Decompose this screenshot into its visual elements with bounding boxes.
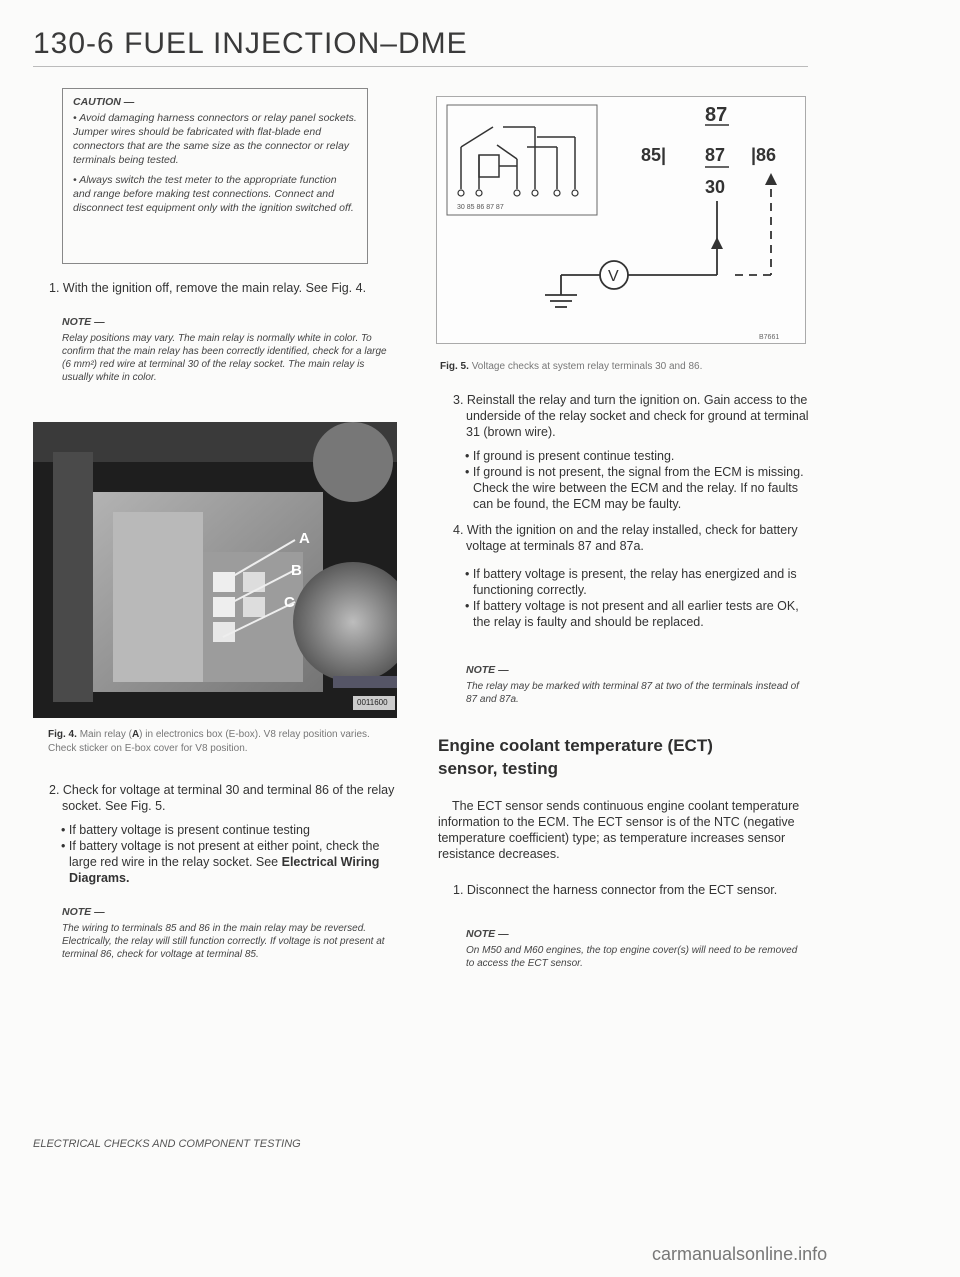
step-1: 1. With the ignition off, remove the main relay. See Fig. 4. <box>49 281 367 295</box>
note-2-text: The wiring to terminals 85 and 86 in the main relay may be reversed. Electrically, the relay will still function correctly. If voltage is not present at terminal 86, check for voltage at terminal 85. <box>62 923 385 960</box>
fig-5-caption-text: Voltage checks at system relay terminals 30 and 86. <box>471 361 703 372</box>
left-step1-block <box>44 280 400 296</box>
fig-4-label: Fig. 4. <box>48 729 77 740</box>
fig-4-caption-bold: A <box>131 729 140 740</box>
relay-diagram <box>436 96 806 344</box>
caution-box <box>62 88 368 264</box>
header-rule <box>33 66 808 67</box>
diagram-id: B7661 <box>759 334 780 341</box>
page-title: 130-6 FUEL INJECTION–DME <box>33 27 468 60</box>
note-4-text: On M50 and M60 engines, the top engine cover(s) will need to be removed to access the ECT sensor. <box>466 945 798 969</box>
step-2-bullet-a: • If battery voltage is present continue testing <box>61 823 310 837</box>
fig-4-caption <box>48 728 388 756</box>
note-1-block <box>62 316 392 384</box>
photo-label-b: B <box>291 562 302 579</box>
right-steps-block <box>448 392 810 630</box>
photo-label-c: C <box>284 594 295 611</box>
fig-4-caption-a: Main relay ( <box>79 729 132 740</box>
diagram-label-87-top: 87 <box>705 104 728 126</box>
note-2-title: NOTE — <box>62 906 105 918</box>
photo-ebox <box>33 422 397 718</box>
left-step2-block <box>44 782 402 886</box>
fig-5-caption <box>440 360 806 374</box>
note-4-block <box>466 928 806 970</box>
watermark: carmanualsonline.info <box>652 1244 828 1264</box>
ect-paragraph: The ECT sensor sends continuous engine coolant temperature information to the ECM. The ECT sensor is of the NTC (negative temperature coefficient) type; as temperature increases sensor resistance decreases. <box>438 799 800 861</box>
step-2: 2. Check for voltage at terminal 30 and terminal 86 of the relay socket. See Fig. 5. <box>49 783 395 813</box>
relay-diagram-drawing <box>437 97 807 345</box>
ect-step-block <box>448 882 810 898</box>
section-heading-ect: Engine coolant temperature (ECT) sensor, testing <box>438 736 713 778</box>
diagram-label-30: 30 <box>705 177 726 197</box>
note-1-title: NOTE — <box>62 316 105 328</box>
note-2-block <box>62 906 392 961</box>
step-3: 3. Reinstall the relay and turn the ignition on. Gain access to the underside of the relay socket and check for ground at terminal 31 (brown wire). <box>453 393 809 439</box>
step-2-bullet-b <box>56 838 402 886</box>
step-2-bullet-b-text: • If battery voltage is not present at either point, check the large red wire in the relay socket. See <box>61 839 380 869</box>
step-4-bullet-a: • If battery voltage is present, the relay has energized and is functioning correctly. <box>465 567 797 597</box>
note-3-text: The relay may be marked with terminal 87 at two of the terminals instead of 87 and 87a. <box>466 681 799 705</box>
fig-5-label: Fig. 5. <box>440 361 469 372</box>
ebox-photo-illustration <box>33 422 397 718</box>
diagram-label-86: |86 <box>751 145 777 165</box>
relay-pin-labels: 30 85 86 87 87 <box>457 204 504 211</box>
fig-4-caption-b: ) in electronics box (E-box). V8 relay position varies. Check sticker on E-box cover for V8 position. <box>48 729 370 754</box>
diagram-label-87: 87 <box>705 145 726 165</box>
diagram-label-85: 85| <box>641 145 667 165</box>
step-3-bullet-a: • If ground is present continue testing. <box>465 449 675 463</box>
note-4-title: NOTE — <box>466 928 509 940</box>
ect-step-1: 1. Disconnect the harness connector from the ECT sensor. <box>453 883 778 897</box>
note-1-text: Relay positions may vary. The main relay is normally white in color. To confirm that the main relay has been correctly identified, check for a large (6 mm²) red wire at terminal 30 of the relay socket. The main relay is usually white in color. <box>62 333 387 383</box>
photo-id: 0011600 <box>357 698 388 707</box>
step-4: 4. With the ignition on and the relay installed, check for battery voltage at terminals 87 and 87a. <box>453 523 798 553</box>
caution-item-1: • Avoid damaging harness connectors or relay panel sockets. Jumper wires should be fabricated with flat-blade end connectors that are the same size as the connector or relay terminals being tested. <box>73 112 357 166</box>
caution-item-2: • Always switch the test meter to the appropriate function and range before making test connections. Connect and disconnect test equipment only with the ignition switched off. <box>73 174 354 214</box>
wiring-diagrams-ref: Electrical Wiring Diagrams. <box>69 855 380 885</box>
voltmeter-label: V <box>608 268 619 285</box>
step-4-bullet-b: • If battery voltage is not present and all earlier tests are OK, the relay is faulty and should be replaced. <box>465 599 799 629</box>
step-3-bullet-b: • If ground is not present, the signal from the ECM is missing. Check the wire between the ECM and the relay. If no faults can be found, the ECM may be faulty. <box>465 465 804 511</box>
note-3-title: NOTE — <box>466 664 509 676</box>
caution-title: CAUTION — <box>73 96 135 108</box>
note-3-block <box>466 664 806 706</box>
photo-label-a: A <box>299 530 310 547</box>
page-footer: ELECTRICAL CHECKS AND COMPONENT TESTING <box>33 1138 301 1150</box>
